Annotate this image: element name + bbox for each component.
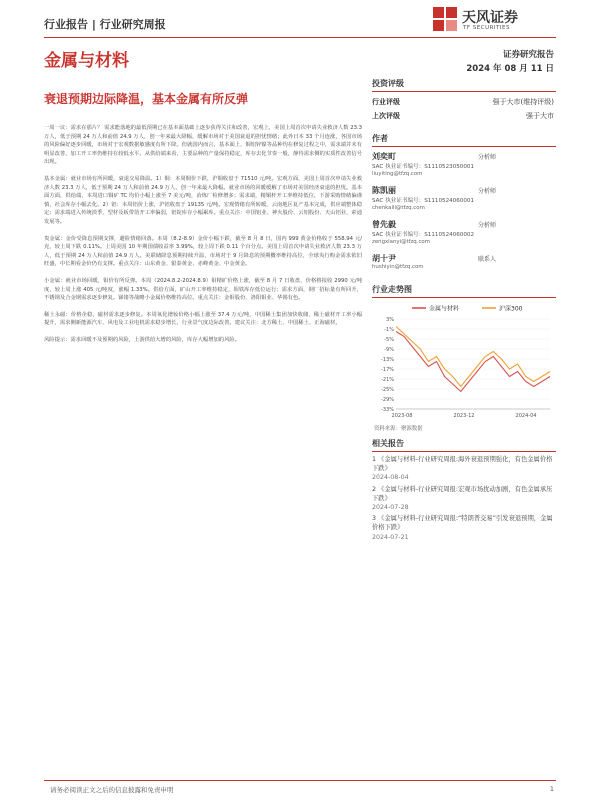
related-report-date: 2024-07-21 bbox=[372, 533, 409, 541]
report-body bbox=[44, 124, 362, 352]
y-tick-label: -25% bbox=[381, 387, 394, 393]
legend-label: 沪深300 bbox=[499, 305, 523, 313]
author-role: 分析师 bbox=[478, 188, 497, 195]
y-tick-label: -13% bbox=[381, 357, 394, 363]
author-role: 分析师 bbox=[478, 222, 497, 229]
y-tick-label: -5% bbox=[384, 337, 394, 343]
author-email[interactable]: hushiyin@tfzq.com bbox=[372, 264, 424, 270]
report-header bbox=[44, 6, 556, 36]
y-tick-label: -9% bbox=[384, 347, 394, 353]
y-tick-label: -17% bbox=[381, 367, 394, 373]
y-tick-label: -1% bbox=[384, 327, 394, 333]
footer-rule bbox=[44, 780, 556, 781]
chart-heading: 行业走势图 bbox=[372, 284, 556, 298]
header-rule bbox=[44, 37, 556, 38]
y-tick-label: -33% bbox=[381, 407, 394, 413]
related-report-item[interactable] bbox=[372, 455, 556, 483]
series-line bbox=[396, 332, 550, 392]
related-reports bbox=[372, 455, 556, 542]
footer-disclaimer: 请务必阅读正文之后的信息披露和免责申明 bbox=[50, 786, 174, 794]
author-entry bbox=[372, 184, 556, 218]
y-tick-label: 3% bbox=[386, 317, 394, 323]
brand bbox=[432, 6, 552, 36]
rating-key: 行业评级 bbox=[372, 98, 400, 106]
rating-row bbox=[372, 109, 556, 123]
report-type: 证券研究报告 bbox=[502, 50, 554, 60]
legend-label: 金属与材料 bbox=[429, 305, 460, 313]
x-tick-label: 2024-04 bbox=[515, 413, 537, 419]
author-entry bbox=[372, 252, 556, 278]
related-report-item[interactable] bbox=[372, 485, 556, 513]
related-heading: 相关报告 bbox=[372, 438, 556, 452]
authors-heading: 作者 bbox=[372, 133, 556, 147]
body-paragraph: 风险提示：需求回暖不及预期的风险，上游供给大增的风险，库存大幅增加的风险。 bbox=[44, 336, 240, 343]
x-tick-label: 2023-12 bbox=[453, 413, 475, 419]
related-report-title: 《金属与材料-行业研究周报:“特朗普交易”引发衰退预期，金属价格下跌》 bbox=[372, 515, 553, 532]
brand-name-en: TF SECURITIES bbox=[463, 25, 510, 31]
series-line bbox=[396, 327, 550, 387]
report-subtitle: 衰退预期边际降温，基本金属有所反弹 bbox=[44, 92, 249, 106]
industry-trend-chart bbox=[372, 301, 556, 421]
body-paragraph: 小金属：就业市场回暖，钼价有所反弹。本周（2024.8.2-2024.8.9）钼精矿价格上涨，截至 8 月 7 日收盘，价格格报收 2990 元/吨度，较上周上涨 405 元/吨度，涨幅 1.33%。供给方面，矿山开工率维持稳定，钼铁库存低位运行；需求方面，钢厂招标量有所回升，不锈钢及合金钢需求逐步修复。锑锗等战略小金属价格维持高位。重点关注：金钼股份、洛阳钼业、华锡有色。 bbox=[44, 277, 362, 302]
author-name: 胡十尹 bbox=[372, 254, 396, 263]
author-email[interactable]: liuyiting@tfzq.com bbox=[372, 171, 423, 177]
trend-chart-svg bbox=[372, 301, 556, 421]
author-email[interactable]: zengxianyi@tfzq.com bbox=[372, 239, 430, 245]
body-paragraph: 一周一议：需求在那片？ 需求能落地的最低预期已在基本面基础上逐步获得关注和改善，宏观上，美国上周首次申请失业救济人数 23.3 万人，低于预期 24 万人和前值 24.9 万人，创一年来最大降幅，缓解市场对于美国衰退的担忧情绪；此外日本 33 个月连涨，各国市场的风险偏好逐步回暖，市场对于宏观数据敏感度有所下降。但就国内而言，基本面上，铜铝锌镍等品种均在修复过程之中，需求端并未有明显改善，加工开工率仍维持在较低水平。从供给端来看，主要品种的产量保持稳定，库存去化节奏一般，静待需求侧的实质性改善信号出现。 bbox=[44, 125, 362, 166]
page-number: 1 bbox=[549, 785, 554, 793]
chart-source: 资料来源：聚源数据 bbox=[374, 426, 423, 432]
industry-title: 金属与材料 bbox=[44, 51, 129, 71]
brand-name: 天风证券 bbox=[462, 10, 518, 26]
related-report-title: 《金属与材料-行业研究周报:海外衰退预期强化，有色金属价格下跌》 bbox=[372, 456, 553, 473]
body-paragraph: 贵金属：金价受降息预期支撑，避险情绪回落。本周（8.2-8.9）金价小幅下跌，截至 8 月 8 日，国内 999 黄金价格收于 558.94 元/克，较上周下跌 0.11%。上周美国 10 年期国债收益率 3.99%，较上周下跌 0.11 个百分点。美国上周首次申请失业救济人数 23.3 万人，低于预期 24 万人和前值 24.9 万人。美联储降息预期持续升温，市场对于 9 月降息的预期概率维持高位，全球央行购金需求依旧旺盛，中长期看金价仍有支撑。重点关注：山东黄金、银泰黄金、赤峰黄金、中金黄金。 bbox=[44, 235, 362, 268]
rating-heading: 投资评级 bbox=[372, 78, 556, 92]
related-report-item[interactable] bbox=[372, 514, 556, 542]
author-role: 分析师 bbox=[478, 154, 497, 161]
author-entry bbox=[372, 218, 556, 252]
author-cert: SAC 执业证书编号：S1110523050001 bbox=[372, 164, 475, 170]
author-name: 陈凯丽 bbox=[372, 186, 396, 195]
body-paragraph: 基本金属：就业市场有所回暖，衰退交易降温。1）铜：本周铜价下跌，沪铜收盘于 71510 元/吨。宏观方面，美国上周首次申请失业救济人数 23.3 万人，低于预期 24 万人和前值 24.9 万人，创一年来最大降幅。就业市场的回暖缓解了市场对美国经济衰退的担忧。基本面方面，供给端，本周进口铜矿 TC 均价小幅上涨至 7 美元/吨，冶炼厂检修增多；需求端，精铜杆开工率维持低位，下游采购情绪偏谨慎，社会库存小幅去化。2）铝：本周铝价上涨，沪铝收盘于 19135 元/吨。宏观情绪有所转暖，云南地区复产基本完成，供应端整体稳定；需求端进入传统淡季，型材及板带箔开工率偏弱，铝锭库存小幅累库。重点关注：中国铝业、神火股份、云铝股份、天山铝业、索通发展等。 bbox=[44, 175, 362, 225]
related-report-date: 2024-07-28 bbox=[372, 504, 409, 512]
x-tick-label: 2023-08 bbox=[391, 413, 413, 419]
rating-row bbox=[372, 95, 556, 109]
author-cert: SAC 执业证书编号：S1110524060002 bbox=[372, 232, 475, 238]
report-date: 2024 年 08 月 11 日 bbox=[466, 64, 554, 74]
author-email[interactable]: chenkaili@tfzq.com bbox=[372, 205, 425, 211]
tf-logo-icon bbox=[432, 6, 458, 32]
y-tick-label: -29% bbox=[381, 397, 394, 403]
related-report-title: 《金属与材料-行业研究周报:宏观市场扰动加剧，有色金属承压下跌》 bbox=[372, 485, 553, 502]
author-entry bbox=[372, 150, 556, 184]
author-cert: SAC 执业证书编号：S1110524060001 bbox=[372, 198, 475, 204]
rating-value: 强于大市(维持评级) bbox=[492, 98, 554, 106]
y-tick-label: -21% bbox=[381, 377, 394, 383]
sidebar bbox=[372, 78, 556, 544]
rating-value: 强于大市 bbox=[526, 112, 554, 120]
report-category: 行业报告 | 行业研究周报 bbox=[44, 18, 166, 31]
related-report-number: 1 bbox=[372, 456, 377, 463]
related-report-number: 3 bbox=[372, 515, 377, 523]
related-report-number: 2 bbox=[372, 485, 377, 493]
author-role: 联系人 bbox=[478, 256, 497, 263]
author-name: 曾先毅 bbox=[372, 220, 396, 229]
related-report-date: 2024-08-04 bbox=[372, 474, 409, 482]
author-name: 刘奕町 bbox=[372, 152, 396, 161]
body-paragraph: 稀土永磁：价格企稳，磁材需求逐步修复。本周氧化镨钕价格小幅上涨至 37.4 万元/吨，中国稀土集团加快收储，稀土磁材开工率小幅提升，需求侧新能源汽车、风电及工业电机需求稳步增长，行业景气度边际改善。建议关注：北方稀土、中国稀土、正海磁材。 bbox=[44, 311, 362, 327]
rating-key: 上次评级 bbox=[372, 112, 400, 120]
